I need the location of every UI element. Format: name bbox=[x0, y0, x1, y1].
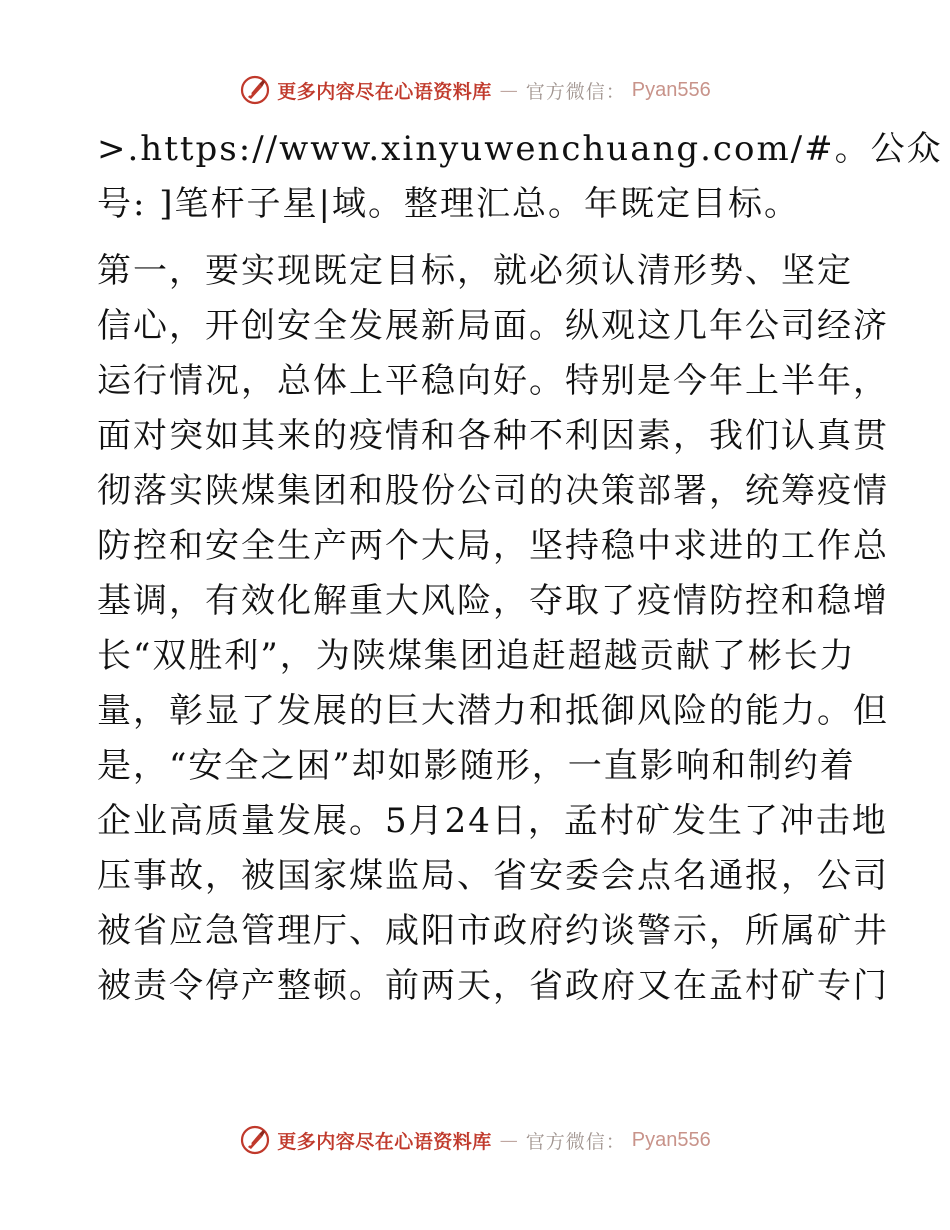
text-line: 面对突如其来的疫情和各种不利因素，我们认真贯 bbox=[97, 416, 889, 456]
banner-dash: — bbox=[499, 79, 518, 101]
banner-dash: — bbox=[499, 1129, 518, 1151]
text-line: 彻落实陕煤集团和股份公司的决策部署，统筹疫情 bbox=[97, 471, 889, 511]
text-line: 基调，有效化解重大风险，夺取了疫情防控和稳增 bbox=[97, 581, 889, 621]
text-line: 长“双胜利”，为陕煤集团追赶超越贡献了彬长力 bbox=[97, 636, 856, 676]
text-line: 被责令停产整顿。前两天，省政府又在孟村矿专门 bbox=[97, 966, 889, 1006]
banner-official-label: 官方微信： bbox=[525, 1130, 626, 1153]
text-line: 信心，开创安全发展新局面。纵观这几年公司经济 bbox=[97, 306, 889, 346]
text-line: 压事故，被国家煤监局、省安委会点名通报，公司 bbox=[97, 856, 889, 896]
banner-lead-text: 更多内容尽在心语资料库 bbox=[277, 80, 492, 103]
paragraph-2 bbox=[97, 244, 889, 1014]
footer-watermark-banner bbox=[0, 1120, 950, 1160]
banner-account-id: Pyan556 bbox=[631, 78, 711, 101]
text-line: 量，彰显了发展的巨大潜力和抵御风险的能力。但 bbox=[97, 691, 889, 731]
header-watermark-banner bbox=[0, 70, 950, 110]
text-line: 防控和安全生产两个大局，坚持稳中求进的工作总 bbox=[97, 526, 889, 566]
pen-nib-logo-icon bbox=[239, 74, 271, 106]
text-line: 企业高质量发展。5月24日，孟村矿发生了冲击地 bbox=[97, 801, 888, 841]
pen-nib-logo-icon bbox=[239, 1124, 271, 1156]
text-line: 被省应急管理厅、咸阳市政府约谈警示，所属矿井 bbox=[97, 911, 889, 951]
text-line: 第一，要实现既定目标，就必须认清形势、坚定 bbox=[97, 251, 853, 291]
text-line: 运行情况，总体上平稳向好。特别是今年上半年， bbox=[97, 361, 889, 401]
document-body bbox=[97, 122, 943, 1014]
paragraph-1 bbox=[97, 122, 943, 232]
text-line: 号: ]笔杆子星|域。整理汇总。年既定目标。 bbox=[97, 184, 800, 224]
text-line: >.https://www.xinyuwenchuang.com/#。公众 bbox=[97, 129, 943, 169]
text-line: 是，“安全之困”却如影随形，一直影响和制约着 bbox=[97, 746, 856, 786]
banner-official-label: 官方微信： bbox=[525, 80, 626, 103]
banner-account-id: Pyan556 bbox=[631, 1128, 711, 1151]
banner-lead-text: 更多内容尽在心语资料库 bbox=[277, 1130, 492, 1153]
